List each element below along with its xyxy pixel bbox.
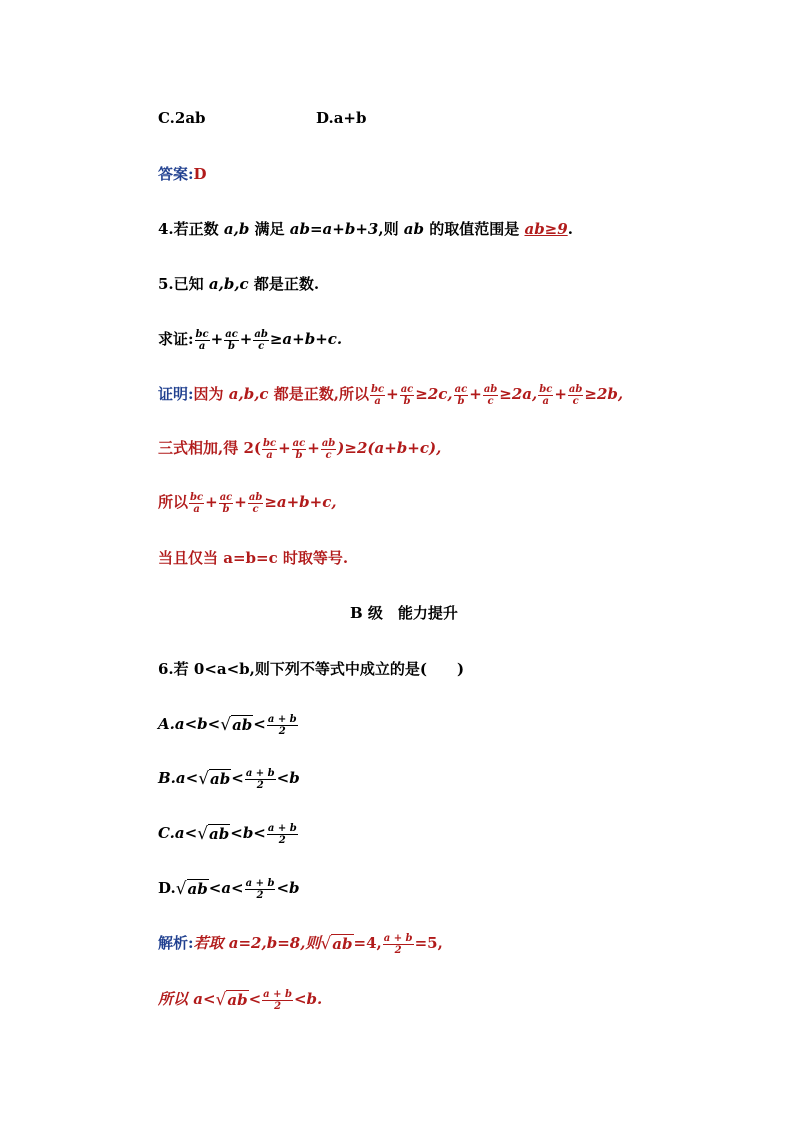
fraction: $\frac{ac}{b}$ [225,328,238,352]
section-title: B 级 能力提升 [350,604,458,622]
proof-line-3: 所以 $\frac{bc}{a}$ + $\frac{ac}{b}$ + $\frac{ab}{c}$ ≥a+b+c, [158,491,337,515]
proof-label: 证明: [158,385,194,403]
sqrt-ab: √ab [220,715,253,735]
proof-line-2: 三式相加,得 2( $\frac{bc}{a}$ + $\frac{ac}{b}$ + $\frac{ab}{c}$ )≥2(a+b+c), [158,437,442,461]
answer-line [158,164,207,184]
option-c: C.2ab [158,109,206,127]
proof-line-1: 证明:因为 a,b,c 都是正数,所以 $\frac{bc}{a}$ + $\frac{ac}{b}$ ≥2c, $\frac{ac}{b}$ + $\frac{ab}{c}$ ≥2a, $\frac{bc}{a}$ + $\frac{ab}{c}$ ≥2b, [158,383,624,407]
proof-line-4: 当且仅当 a=b=c 时取等号. [158,549,349,567]
fraction: $\frac{ab}{c}$ [254,328,268,352]
answer-value: D [193,165,207,183]
question-6-stem: 6.若 0<a<b,则下列不等式中成立的是( ) [158,660,465,678]
question-4: 4.若正数 a,b 满足 ab=a+b+3,则 ab 的取值范围是 ab≥9. [158,220,573,238]
analysis-line: 解析:若取 a=2,b=8,则√ab=4, $\frac{a + b}{2}$ =5, [158,932,443,956]
answer-label: 答案: [158,165,194,183]
analysis-label: 解析: [158,934,194,952]
fraction: $\frac{bc}{a}$ [195,328,209,352]
option-c-q6: C.a<√ab<b< $\frac{a + b}{2}$ [158,822,297,846]
q4-answer: ab≥9 [524,220,568,238]
question-5-stem: 5.已知 a,b,c 都是正数. [158,275,320,293]
option-d-q6: D.√ab<a< $\frac{a + b}{2}$ <b [158,877,300,901]
option-a: A.a<b<√ab< $\frac{a + b}{2}$ [158,710,299,739]
option-d: D.a+b [316,109,367,127]
question-5-prove: 求证: $\frac{bc}{a}$ + $\frac{ac}{b}$ + $\frac{ab}{c}$ ≥a+b+c. [158,328,343,352]
option-b: B.a<√ab< $\frac{a + b}{2}$ <b [158,767,300,791]
conclusion-line: 所以 a<√ab< $\frac{a + b}{2}$ <b. [158,988,323,1012]
